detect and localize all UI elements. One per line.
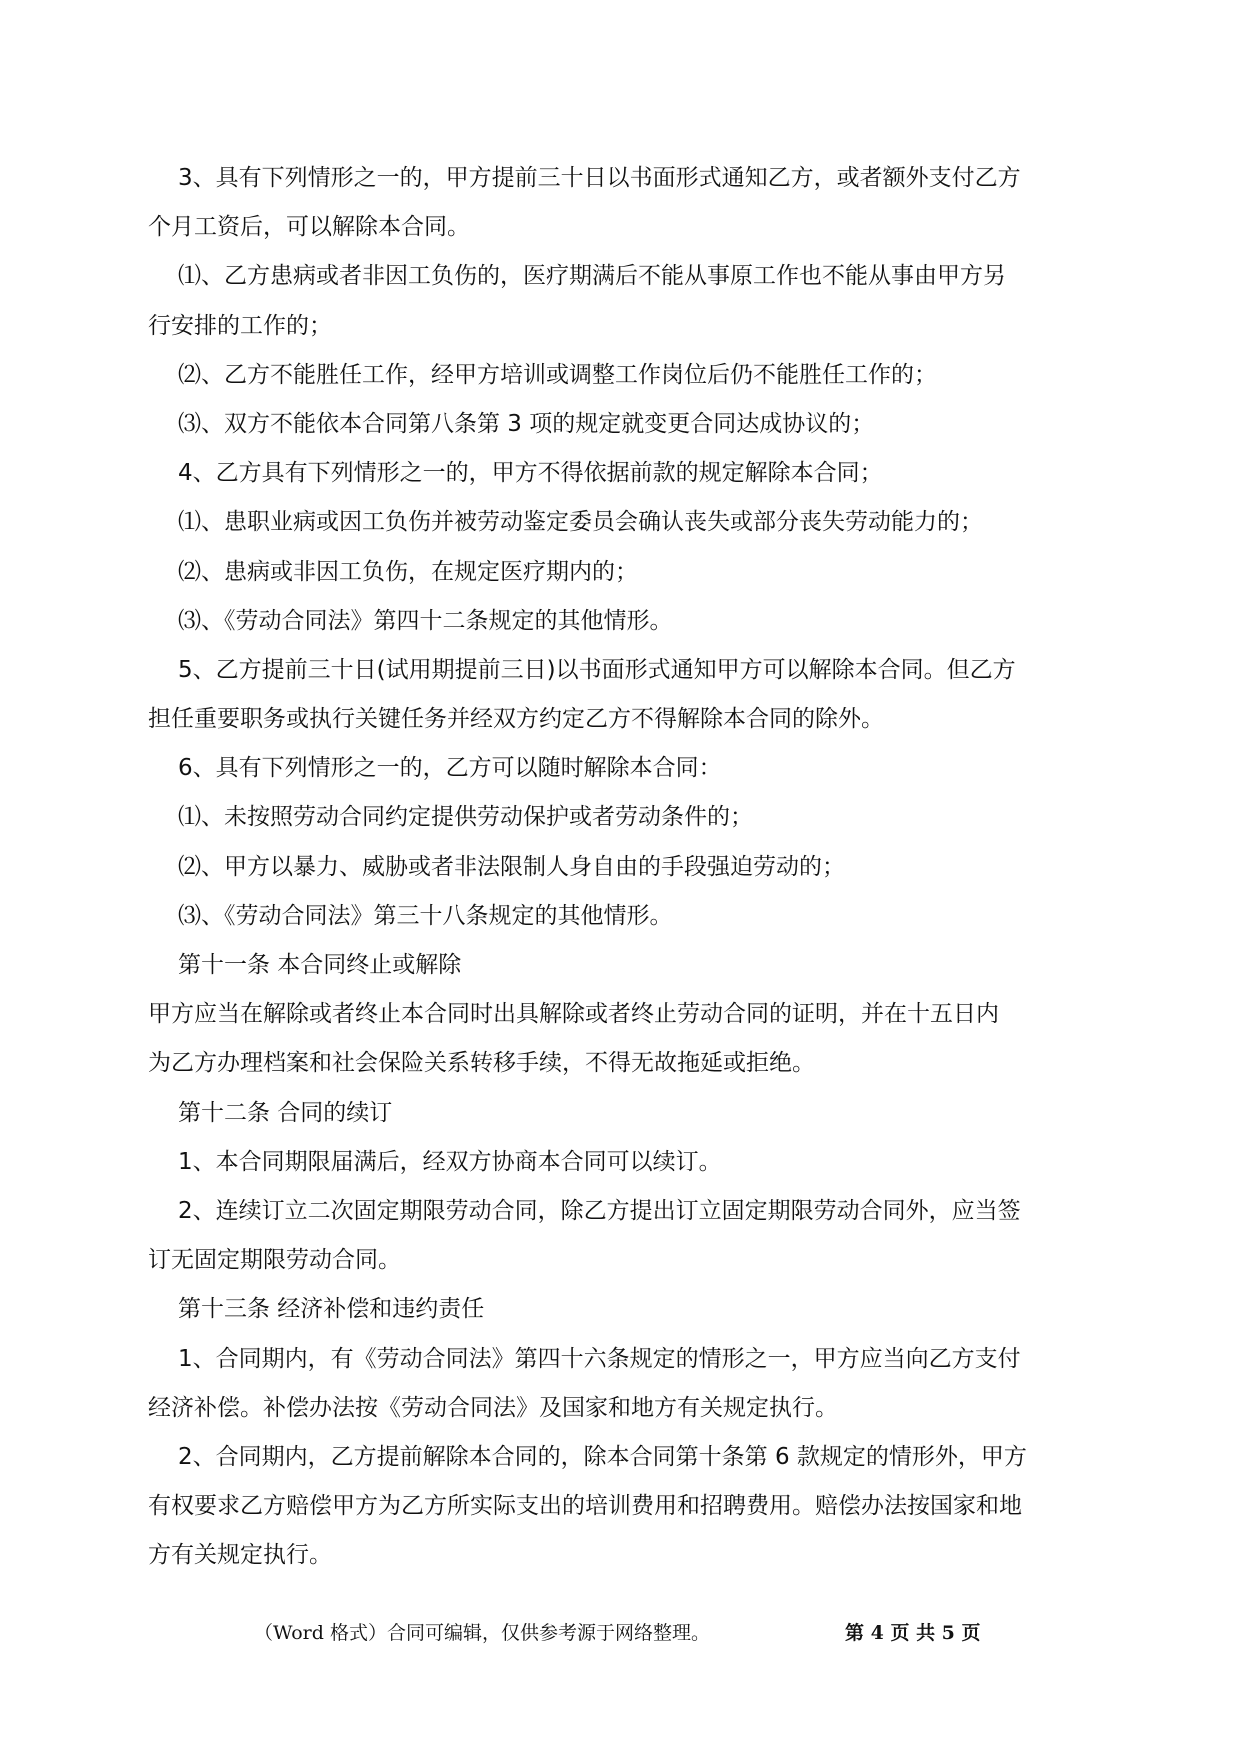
text-line: 4、乙方具有下列情形之一的，甲方不得依据前款的规定解除本合同； xyxy=(178,460,883,487)
contract-body xyxy=(148,154,1098,1580)
text-line: ⑵、乙方不能胜任工作，经甲方培训或调整工作岗位后仍不能胜任工作的； xyxy=(178,361,937,388)
text-line: ⑶、《劳动合同法》第三十八条规定的其他情形。 xyxy=(178,902,673,929)
text-line: ⑴、患职业病或因工负伤并被劳动鉴定委员会确认丧失或部分丧失劳动能力的； xyxy=(178,509,983,536)
text-line: 担任重要职务或执行关键任务并经双方约定乙方不得解除本合同的除外。 xyxy=(148,706,884,733)
text-line: 经济补偿。补偿办法按《劳动合同法》及国家和地方有关规定执行。 xyxy=(148,1394,838,1421)
text-line: 6、具有下列情形之一的，乙方可以随时解除本合同： xyxy=(178,755,722,782)
text-line: 1、本合同期限届满后，经双方协商本合同可以续订。 xyxy=(178,1148,722,1175)
page-number: 第 4 页 共 5 页 xyxy=(845,1622,981,1644)
text-line: 第十一条 本合同终止或解除 xyxy=(178,952,462,978)
text-line: 订无固定期限劳动合同。 xyxy=(148,1247,401,1274)
text-line: 2、连续订立二次固定期限劳动合同，除乙方提出订立固定期限劳动合同外，应当签 xyxy=(178,1197,1021,1224)
text-line: 方有关规定执行。 xyxy=(148,1542,332,1569)
text-line: ⑴、乙方患病或者非因工负伤的，医疗期满后不能从事原工作也不能从事由甲方另 xyxy=(178,263,1006,290)
text-line: 有权要求乙方赔偿甲方为乙方所实际支出的培训费用和招聘费用。赔偿办法按国家和地 xyxy=(148,1493,1022,1520)
text-line: 1、合同期内，有《劳动合同法》第四十六条规定的情形之一，甲方应当向乙方支付 xyxy=(178,1345,1021,1372)
text-line: 3、具有下列情形之一的，甲方提前三十日以书面形式通知乙方，或者额外支付乙方 xyxy=(178,165,1021,191)
text-line: 个月工资后，可以解除本合同。 xyxy=(148,214,470,241)
text-line: 行安排的工作的； xyxy=(148,312,332,339)
footer-note: （Word 格式）合同可编辑，仅供参考源于网络整理。 xyxy=(254,1622,710,1644)
text-line: ⑵、患病或非因工负伤，在规定医疗期内的； xyxy=(178,558,638,585)
text-line: 甲方应当在解除或者终止本合同时出具解除或者终止劳动合同的证明，并在十五日内 xyxy=(148,1001,999,1028)
text-line: ⑵、甲方以暴力、威胁或者非法限制人身自由的手段强迫劳动的； xyxy=(178,853,845,880)
page-footer xyxy=(0,1618,1241,1658)
text-line: 第十二条 合同的续订 xyxy=(178,1099,393,1126)
text-line: 为乙方办理档案和社会保险关系转移手续，不得无故拖延或拒绝。 xyxy=(148,1050,815,1077)
text-line: ⑴、未按照劳动合同约定提供劳动保护或者劳动条件的； xyxy=(178,804,753,831)
text-line: 2、合同期内，乙方提前解除本合同的，除本合同第十条第 6 款规定的情形外，甲方 xyxy=(178,1443,1027,1470)
text-line: 第十三条 经济补偿和违约责任 xyxy=(178,1296,485,1323)
text-line: ⑶、《劳动合同法》第四十二条规定的其他情形。 xyxy=(178,607,673,634)
text-line: ⑶、双方不能依本合同第八条第 3 项的规定就变更合同达成协议的； xyxy=(178,410,875,437)
text-line: 5、乙方提前三十日(试用期提前三日)以书面形式通知甲方可以解除本合同。但乙方 xyxy=(178,656,1016,683)
